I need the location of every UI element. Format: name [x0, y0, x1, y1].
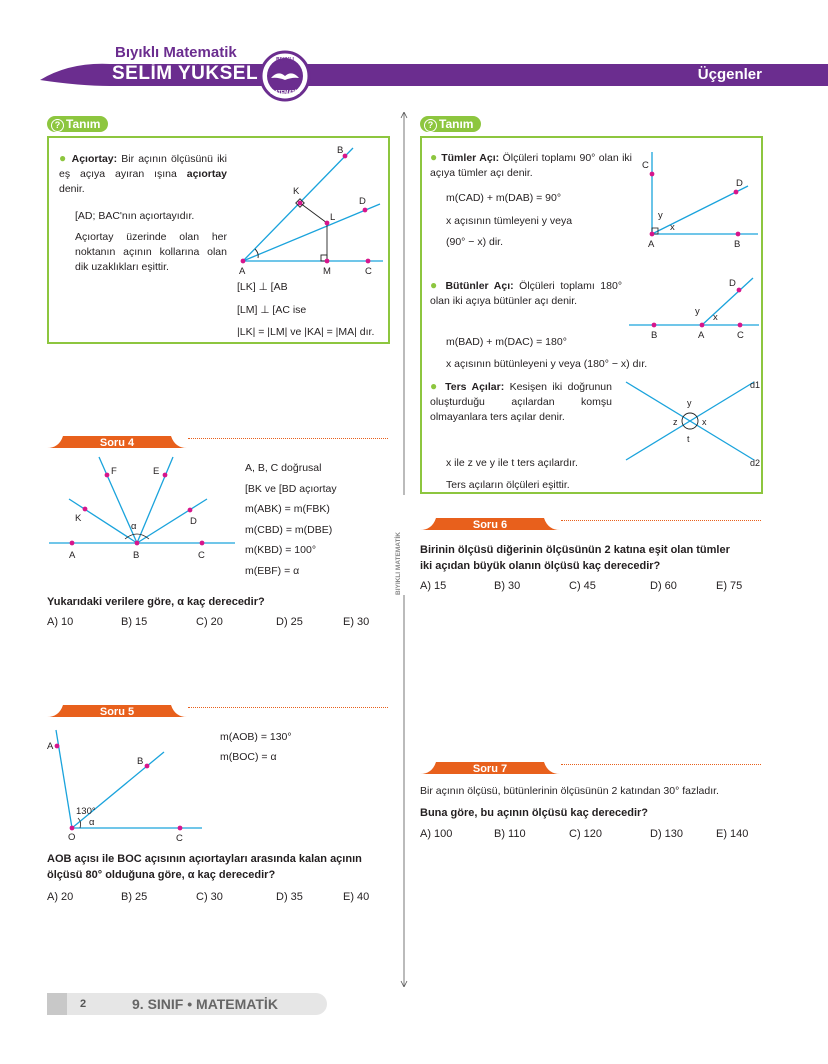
soru4-label: Soru 4 [99, 437, 135, 449]
soru7-option-e[interactable]: E) 140 [716, 828, 749, 840]
fig-label-b: B [137, 756, 144, 767]
tumler-equation: m(CAD) + m(DAB) = 90° [446, 192, 562, 204]
given-line: m(EBF) = α [245, 564, 300, 577]
soru4-option-e[interactable]: E) 30 [343, 616, 370, 628]
definition-box-aciortay [47, 136, 390, 344]
soru7-option-d[interactable]: D) 130 [650, 828, 684, 840]
aciortay-definition: ● Açıortay: Bir açının ölçüsünü iki eş açıya ayıran ışına açıortay denir. [59, 151, 228, 195]
question-line: Birinin ölçüsü diğerinin ölçüsünün 2 katına eşit olan tümler [420, 544, 730, 556]
soru4-figure [47, 455, 237, 563]
given-line: m(KBD) = 100° [245, 544, 317, 556]
bullet-icon: ● [59, 151, 68, 165]
question-circle-icon: ? [51, 119, 64, 132]
fig-label-x: x [670, 222, 675, 233]
mustache-logo-icon [258, 50, 312, 102]
soru4-option-c[interactable]: C) 20 [196, 616, 223, 628]
ters-line1: x ile z ve y ile t ters açılardır. [446, 457, 578, 469]
page-number: 2 [80, 998, 87, 1010]
fig-label-c: C [176, 833, 183, 844]
footer-page-block [47, 993, 67, 1015]
soru7-dotline [561, 764, 761, 765]
fig-label-a: A [648, 239, 655, 250]
given-line: m(CBD) = m(DBE) [245, 523, 333, 536]
soru6-question [420, 542, 730, 574]
fig-label-b: B [651, 330, 658, 341]
soru4-option-d[interactable]: D) 25 [276, 616, 303, 628]
fig-label-d1: d1 [750, 380, 761, 390]
question-circle-icon: ? [424, 119, 437, 132]
soru4-option-a[interactable]: A) 10 [47, 616, 74, 628]
brand-subtitle: Bıyıklı Matematik [115, 44, 237, 61]
tumler-figure [640, 150, 760, 250]
given-line: [BK ve [BD açıortay [245, 482, 337, 495]
soru5-given [220, 727, 292, 767]
section-title: Üçgenler [697, 66, 762, 83]
soru6-dotline [561, 520, 761, 521]
soru5-option-a[interactable]: A) 20 [47, 891, 74, 903]
soru5-dotline [188, 707, 388, 708]
footer-title: 9. SINIF • MATEMATİK [132, 996, 278, 1012]
soru7-label: Soru 7 [472, 763, 508, 775]
brand-name: SELİM YÜKSEL [112, 63, 259, 84]
fig-label-a: A [698, 330, 705, 341]
given-line: A, B, C doğrusal [245, 462, 322, 474]
fig-label-b: B [133, 550, 140, 561]
soru5-option-b[interactable]: B) 25 [121, 891, 148, 903]
soru5-option-d[interactable]: D) 35 [276, 891, 303, 903]
soru5-question [47, 851, 362, 883]
fig-label-d: D [736, 178, 743, 189]
soru6-option-d[interactable]: D) 60 [650, 580, 677, 592]
fig-label-f: F [111, 466, 117, 477]
fig-label-130: 130° [76, 806, 96, 817]
fig-label-k: K [293, 186, 300, 197]
fig-label-a: A [47, 741, 54, 752]
soru7-option-c[interactable]: C) 120 [569, 828, 603, 840]
question-line: ölçüsü 80° olduğuna göre, α kaç derecedir? [47, 869, 276, 881]
fig-label-c: C [737, 330, 744, 341]
ters-definition: ● Ters Açılar: Kesişen iki doğrunun oluşturduğu açılardan komşu olmayanlara ters açılar denir. [430, 379, 612, 423]
tumler-x: x açısının tümleyeni y veya [446, 215, 573, 227]
soru7-question: Buna göre, bu açının ölçüsü kaç derecedir? [420, 807, 649, 819]
fig-label-d: D [359, 196, 366, 207]
question-line: iki açıdan büyük olanın ölçüsü kaç derecedir? [420, 560, 661, 572]
aciortay-cond2: [LM] ⊥ [AC ise [237, 304, 307, 316]
fig-label-e: E [153, 466, 160, 477]
soru6-option-e[interactable]: E) 75 [716, 580, 743, 592]
fig-label-x: x [713, 312, 718, 323]
fig-label-c: C [642, 160, 649, 171]
fig-label-o: O [68, 832, 76, 843]
logo-text-top: BIYIKLI [276, 57, 294, 63]
logo-text-bottom: MATEMATİK [270, 90, 300, 96]
butunler-figure [627, 270, 762, 345]
fig-label-a: A [239, 266, 246, 277]
soru5-figure [40, 728, 210, 846]
fig-label-y: y [687, 398, 692, 408]
soru5-label: Soru 5 [99, 706, 135, 718]
fig-label-t: t [687, 434, 690, 444]
given-line: m(ABK) = m(FBK) [245, 503, 330, 515]
fig-label-alpha: α [131, 521, 137, 532]
soru7-option-a[interactable]: A) 100 [420, 828, 453, 840]
soru4-option-b[interactable]: B) 15 [121, 616, 148, 628]
tumler-x2: (90° − x) dir. [446, 236, 504, 248]
fig-label-m: M [323, 266, 331, 277]
fig-label-y: y [695, 306, 700, 317]
butunler-definition: ● Bütünler Açı: Ölçüleri toplamı 180° olan iki açıya bütünler açı denir. [430, 278, 623, 307]
fig-label-alpha: α [89, 817, 95, 828]
fig-label-d: D [190, 516, 197, 527]
soru6-option-a[interactable]: A) 15 [420, 580, 447, 592]
question-line: AOB açısı ile BOC açısının açıortayları arasında kalan açının [47, 853, 362, 865]
bullet-icon: ● [430, 278, 440, 292]
fig-label-a: A [69, 550, 76, 561]
fig-label-d: D [729, 278, 736, 289]
butunler-x: x açısının bütünleyeni y veya (180° − x) dır. [446, 358, 648, 370]
fig-label-d2: d2 [750, 458, 761, 468]
aciortay-line3: Açıortay üzerinde olan her noktanın açının kollarına olan dik uzaklıkları eşittir. [75, 231, 227, 273]
aciortay-cond1: [LK] ⊥ [AB [237, 281, 288, 293]
soru4-given [245, 458, 337, 581]
butunler-equation: m(BAD) + m(DAC) = 180° [446, 336, 567, 348]
aciortay-figure [235, 146, 385, 278]
aciortay-cond3: |LK| = |LM| ve |KA| = |MA| dır. [237, 326, 375, 338]
tanim-badge-left: ? Tanım [47, 116, 108, 132]
bullet-icon: ● [430, 379, 440, 393]
soru7-option-b[interactable]: B) 110 [494, 828, 526, 840]
fig-label-y: y [658, 210, 663, 221]
given-line: m(BOC) = α [220, 751, 277, 763]
fig-label-c: C [198, 550, 205, 561]
spine-text: BIYIKLI MATEMATİK [395, 532, 402, 595]
bullet-icon: ● [430, 150, 438, 164]
soru6-option-b[interactable]: B) 30 [494, 580, 521, 592]
fig-label-c: C [365, 266, 372, 277]
soru7-stem: Bir açının ölçüsü, bütünlerinin ölçüsünün 2 katından 30° fazladır. [420, 785, 719, 797]
tumler-definition: ● Tümler Açı: Ölçüleri toplamı 90° olan iki açıya tümler açı denir. [430, 150, 633, 179]
soru4-question: Yukarıdaki verilere göre, α kaç derecedir? [47, 596, 265, 608]
fig-label-x: x [702, 417, 707, 427]
fig-label-b: B [337, 146, 344, 156]
ters-figure [618, 376, 762, 470]
soru5-option-e[interactable]: E) 40 [343, 891, 370, 903]
definition-box-angles [420, 136, 763, 494]
fig-label-l: L [330, 212, 336, 223]
soru4-dotline [188, 438, 388, 439]
soru5-option-c[interactable]: C) 30 [196, 891, 223, 903]
soru6-label: Soru 6 [472, 519, 508, 531]
given-line: m(AOB) = 130° [220, 731, 292, 743]
soru6-option-c[interactable]: C) 45 [569, 580, 596, 592]
aciortay-line2: [AD; BAC'nın açıortayıdır. [75, 210, 195, 222]
fig-label-k: K [75, 513, 82, 524]
fig-label-b: B [734, 239, 741, 250]
tanim-badge-right: ? Tanım [420, 116, 481, 132]
fig-label-z: z [673, 417, 678, 427]
ters-line2: Ters açıların ölçüleri eşittir. [446, 479, 570, 491]
